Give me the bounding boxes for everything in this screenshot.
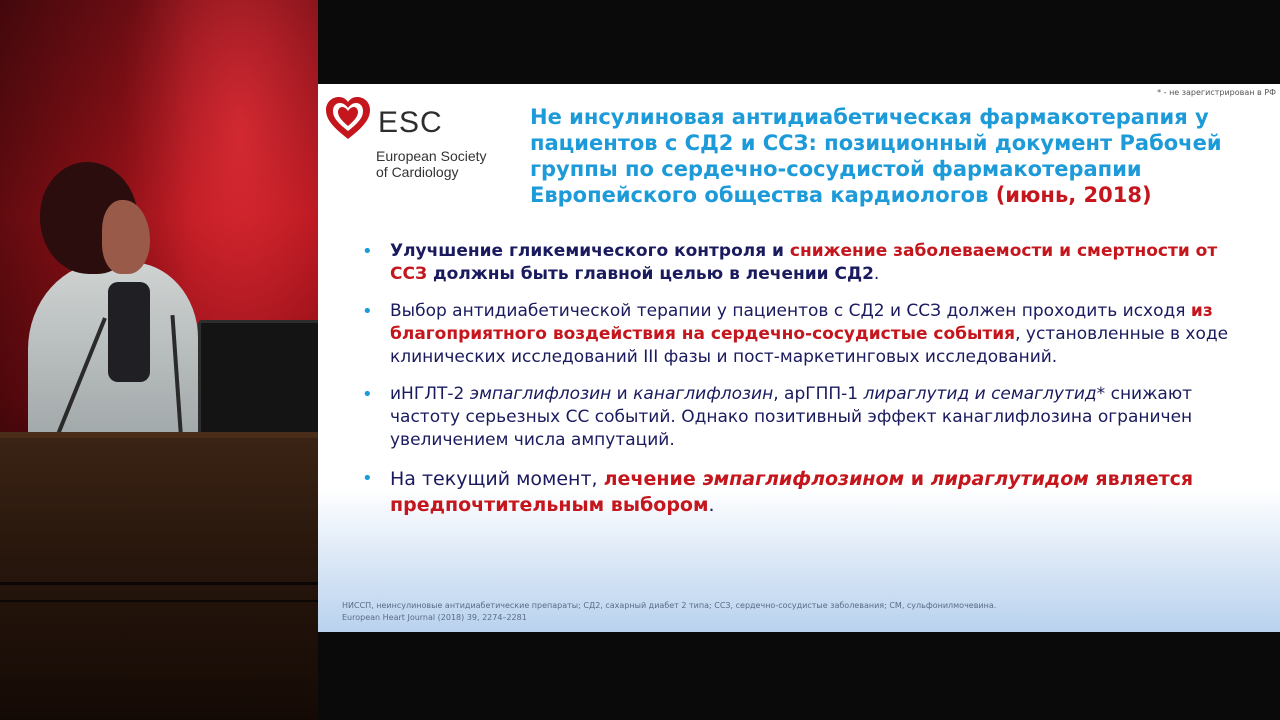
bullet-text: , установленные в ходе клинических исследований III фазы и пост-маркетинговых исследований.	[390, 324, 1229, 367]
bullet-item	[362, 240, 1242, 286]
bullet-text: и	[611, 384, 634, 404]
bullet-dot-icon: •	[362, 468, 373, 489]
bullet-highlight: и	[904, 468, 931, 490]
logo-subtitle	[376, 148, 487, 180]
podium-monitor	[198, 320, 318, 444]
speaker-camera-view	[0, 0, 318, 720]
bullet-text: и	[766, 241, 790, 261]
logo-line: European Society	[376, 148, 487, 164]
drug-name: лираглутид и семаглутид*	[863, 384, 1106, 404]
drug-name: лираглутидом	[930, 468, 1089, 490]
bullet-text: иНГЛТ-2	[390, 384, 470, 404]
slide-footer	[342, 600, 1262, 624]
speaker-shirt	[108, 282, 150, 382]
bullet-item	[362, 383, 1242, 452]
bullet-highlight: лечение	[603, 468, 703, 490]
drug-name: эмпаглифлозином	[702, 468, 905, 490]
logo-abbreviation: ESC	[378, 106, 443, 139]
logo-line: of Cardiology	[376, 164, 459, 180]
bullet-text: , арГПП-1	[773, 384, 864, 404]
slide-title	[530, 104, 1270, 208]
bullet-text: снижают частоту серьезных СС событий. Однако позитивный эффект канаглифлозина ограничен увеличением числа ампутаций.	[390, 384, 1193, 450]
title-main: Не инсулиновая антидиабетическая фармакотерапия у пациентов с СД2 и ССЗ: позиционный документ Рабочей группы по сердечно-сосудистой фармакотерапии Европейского общества кардиологов	[530, 105, 1222, 207]
bullet-highlight: из благоприятного воздействия на сердечно-сосудистые события	[390, 301, 1213, 344]
bullet-highlight: снижение заболеваемости и смертности от ССЗ	[390, 241, 1218, 284]
bullet-dot-icon: •	[362, 384, 373, 405]
footer-reference: European Heart Journal (2018) 39, 2274–2281	[342, 613, 527, 622]
podium-groove	[0, 600, 318, 602]
bullet-list	[362, 240, 1242, 532]
bullet-text: На текущий момент,	[390, 468, 604, 490]
bullet-dot-icon: •	[362, 301, 373, 322]
drug-name: эмпаглифлозин	[469, 384, 612, 404]
bullet-text: Улучшение гликемического контроля	[390, 241, 767, 261]
title-date: (июнь, 2018)	[995, 183, 1152, 207]
registration-note: * - не зарегистрирован в РФ	[1157, 88, 1276, 97]
bullet-highlight: является предпочтительным выбором	[390, 468, 1194, 516]
drug-name: канаглифлозин	[633, 384, 774, 404]
footer-abbreviations: НИССП, неинсулиновые антидиабетические препараты; СД2, сахарный диабет 2 типа; ССЗ, сердечно-сосудистые заболевания; СМ, сульфонилмочевина.	[342, 601, 997, 610]
presentation-slide	[318, 84, 1280, 632]
bullet-dot-icon: •	[362, 241, 373, 262]
esc-logo	[324, 96, 514, 180]
bullet-item	[362, 466, 1242, 518]
bullet-text: .	[873, 264, 880, 284]
bullet-text: .	[708, 494, 715, 516]
podium	[0, 432, 318, 720]
bullet-text: Выбор антидиабетической терапии у пациентов с СД2 и ССЗ должен проходить исходя	[390, 301, 1191, 321]
podium-rim	[0, 432, 318, 438]
heart-logo-icon	[324, 96, 372, 142]
bullet-text: должны быть главной целью в лечении СД2	[427, 264, 874, 284]
bullet-item	[362, 300, 1242, 369]
podium-groove	[0, 582, 318, 585]
